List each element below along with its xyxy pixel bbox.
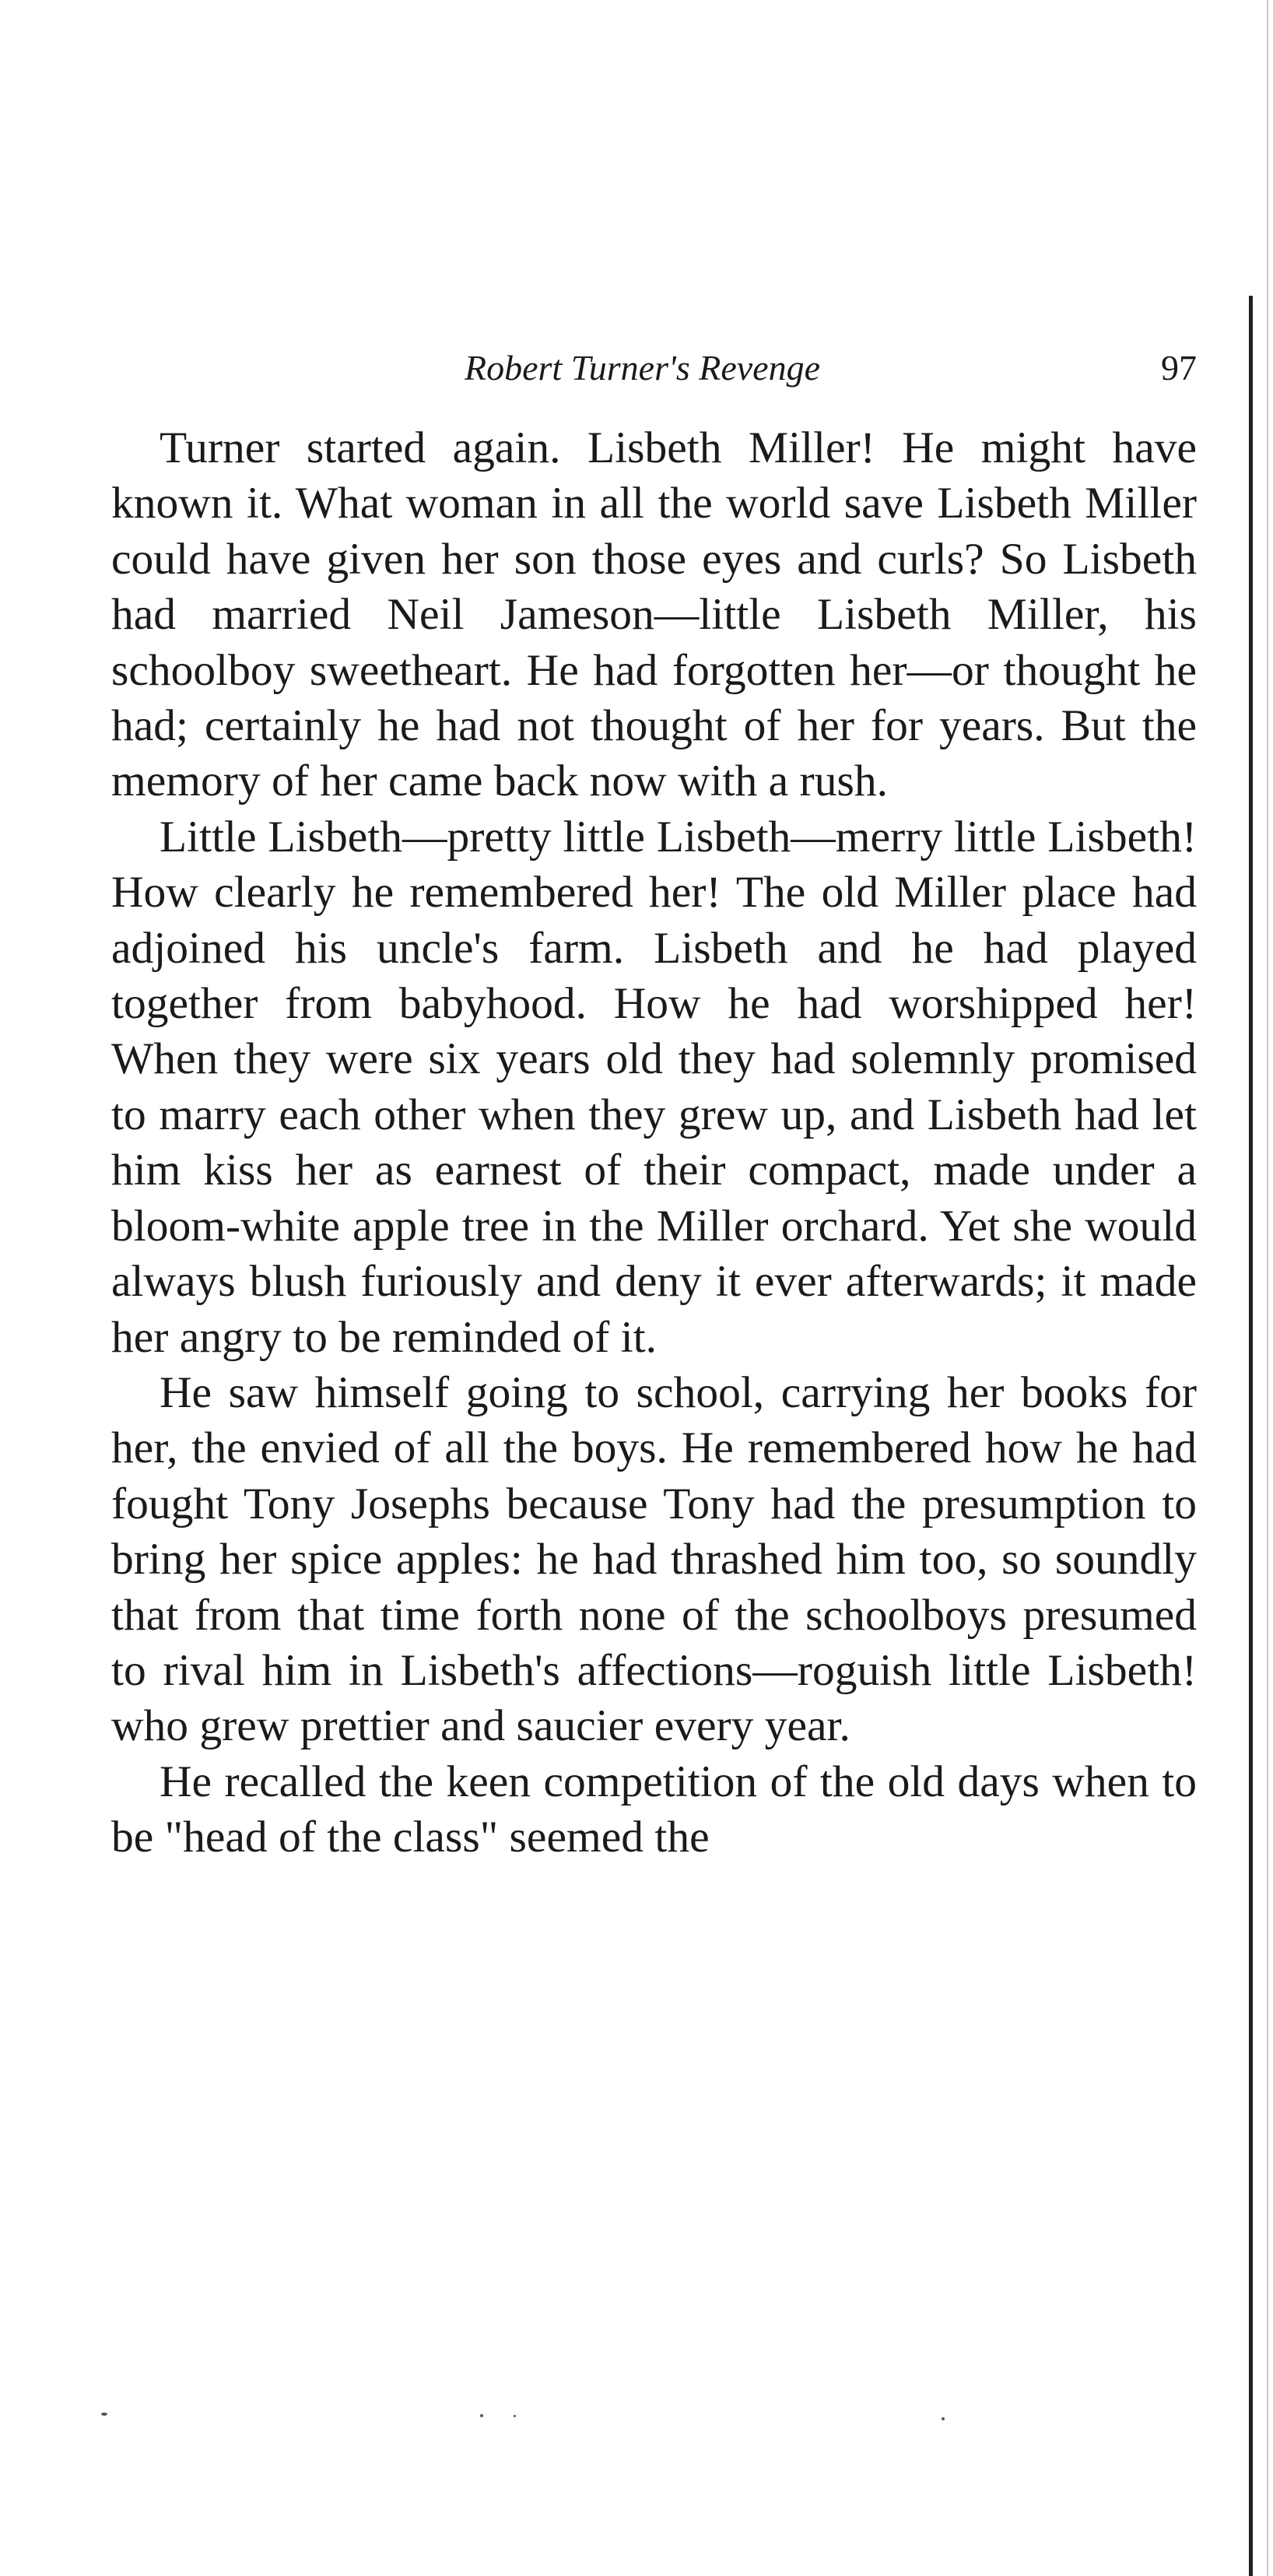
scan-speck (480, 2414, 483, 2417)
paragraph-4: He recalled the keen competition of the old days when to be "head of the class" seemed the (111, 1757, 1197, 1862)
scan-speck (514, 2415, 516, 2417)
running-head (111, 341, 1197, 395)
page-edge-line (1267, 0, 1268, 2576)
binding-edge-line (1249, 296, 1253, 2576)
body-text (111, 420, 1197, 1865)
running-title: Robert Turner's Revenge (465, 348, 820, 388)
paragraph-3: He saw himself going to school, carrying her books for her, the envied of all the boys. He remembered how he had fought Tony Josephs because Tony had the presumption to bring her spice apples: he had thrashed him too, so soundly that from that time forth none of the schoolboys presumed to rival him in Lisbeth's affections—roguish little Lisbeth! who grew prettier and saucier every year. (111, 1367, 1197, 1751)
scan-speck (101, 2413, 107, 2416)
scan-speck (942, 2417, 945, 2420)
paragraph-1: Turner started again. Lisbeth Miller! He might have known it. What woman in all the world save Lisbeth Miller could have given her son those eyes and curls? So Lisbeth had married Neil Jameson—little Lisbeth Miller, his schoolboy sweetheart. He had forgotten her—or thought he had; certainly he had not thought of her for years. But the memory of her came back now with a rush. (111, 423, 1197, 806)
page-number: 97 (1161, 348, 1197, 388)
paragraph-2: Little Lisbeth—pretty little Lisbeth—merry little Lisbeth! How clearly he remembered her! The old Miller place had adjoined his uncle's farm. Lisbeth and he had played together from babyhood. How he had worshipped her! When they were six years old they had solemnly promised to marry each other when they grew up, and Lisbeth had let him kiss her as earnest of their compact, made under a bloom-white apple tree in the Miller orchard. Yet she would always blush furiously and deny it ever afterwards; it made her angry to be reminded of it. (111, 812, 1197, 1362)
